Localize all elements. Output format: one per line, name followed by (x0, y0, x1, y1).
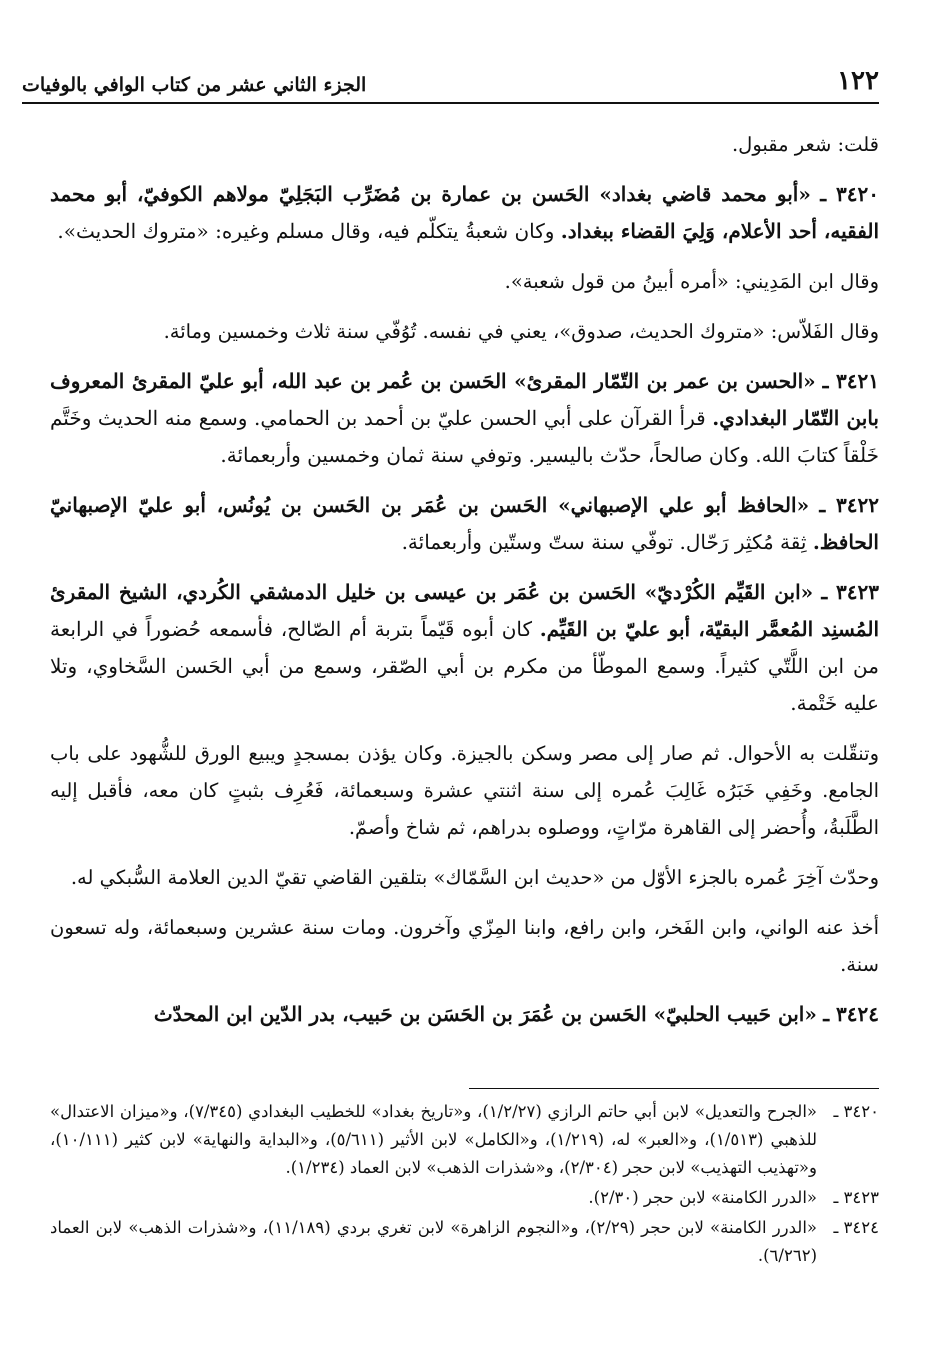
entry-heading: «الحافظ أبو علي الإصبهاني» الحَسن بن عُمَر بن الحَسن بن يُونُس، أبو عليّ الإصبهانيّ الحافظ. (50, 493, 879, 554)
entry-number: ٣٤٢٤ ـ (823, 1002, 879, 1026)
running-title: الجزء الثاني عشر من كتاب الوافي بالوفيات (22, 74, 367, 96)
entry-heading: «أبو محمد قاضي بغداد» الحَسن بن عمارة بن مُضَرِّب البَجَلِيّ مولاهم الكوفيّ، أبو محمد الفقيه، أحد الأعلام، وَلِيَ القضاء ببغداد. (50, 182, 879, 243)
footnote-text: «الدرر الكامنة» لابن حجر (٢/٣٠). (588, 1188, 817, 1207)
entry-text: ثِقة مُكثِر رَحّال. توفّي سنة ستّ وستّين وأربعمائة. (401, 530, 813, 554)
footnote-text: «الجرح والتعديل» لابن أبي حاتم الرازي (١/٢/٢٧)، و«تاريخ بغداد» للخطيب البغدادي (٧/٣٤٥)، و«ميزان الاعتدال» للذهبي (١/٥١٣)، و«العبر» له، (١/٢١٩)، و«الكامل» لابن الأثير (٥/٦١١)، و«البداية والنهاية» لابن كثير (١٠/١١١)، و«تهذيب التهذيب» لابن حجر (٢/٣٠٤)، و«شذرات الذهب» لابن العماد (١/٢٣٤). (50, 1102, 818, 1177)
paragraph: وتنقّلت به الأحوال. ثم صار إلى مصر وسكن بالجيزة. وكان يؤذن بمسجدٍ ويبيع الورق للشُّهود على باب الجامع. وخَفِي خَبَرُه غَالِبَ عُمره إلى سنة اثنتي عشرة وسبعمائة، فَعُرِف بثبتٍ كان معه، فأقبل إليه الطَّلَبةُ، وأُحضر إلى القاهرة مرّاتٍ، ووصلوه بدراهم، ثم شاخ وأصمّ. (50, 742, 879, 839)
entry-number: ٣٤٢٣ ـ (821, 580, 880, 604)
entry-number: ٣٤٢٠ ـ (820, 182, 880, 206)
entry-heading: «الحسن بن عمر بن التّمّار المقرئ» الحَسن بن عُمر بن عبد الله، أبو عليّ المقرئ المعروف بابن التّمّار البغدادي. (50, 369, 879, 430)
entry-heading: «ابن حَبيب الحلبيّ» الحَسن بن عُمَرَ بن الحَسَن بن حَبيب، بدر الدّين ابن المحدّث (153, 1002, 817, 1026)
footnote-divider (469, 1088, 879, 1089)
paragraph: وقال ابن المَدِيني: «أمره أبينُ من قول شعبة». (504, 270, 879, 293)
footnotes (50, 1098, 879, 1272)
entry-text: وكان شعبةُ يتكلّم فيه، وقال مسلم وغيره: «متروك الحديث». (57, 219, 561, 243)
paragraph: وحدّث آخِرَ عُمره بالجزء الأوّل من «حديث ابن السَّمّاك» بتلقين القاضي تقيّ الدين العلامة السُّبكي له. (70, 866, 879, 889)
entry-3420 (50, 176, 879, 250)
paragraph: قلت: شعر مقبول. (731, 133, 879, 156)
main-text (50, 126, 879, 1046)
footnote-number: ٣٤٢٤ ـ (833, 1218, 879, 1237)
entry-3421 (50, 363, 879, 474)
entry-3424 (50, 996, 879, 1033)
entry-number: ٣٤٢٢ ـ (819, 493, 879, 517)
paragraph: أخذ عنه الواني، وابن الفَخر، وابن رافع، وابنا المِزّي وآخرون. ومات سنة عشرين وسبعمائة، وله تسعون سنة. (50, 916, 879, 976)
paragraph: وقال الفَلاّس: «متروك الحديث، صدوق»، يعني في نفسه. تُوُفّي سنة ثلاث وخمسين ومائة. (163, 320, 879, 343)
entry-3423 (50, 574, 879, 722)
entry-text: كان أبوه قَيّماً بتربة أم الصّالح، فأسمعه حُضوراً في الرابعة من ابن اللَّتّي كثيراً. وسمع الموطّأ من مكرم بن أبي الصّقر، وسمع من أبي الحَسن السَّخاوي، وتلا عليه خَتْمة. (50, 617, 879, 715)
entry-heading: «ابن القَيِّم الكُرْديّ» الحَسن بن عُمَر بن عيسى بن خليل الدمشقي الكُردي، الشيخ المقرئ المُسنِد المُعمَّر البقيّة، أبو عليّ بن القَيِّم. (50, 580, 879, 641)
page-number: ١٢٢ (837, 66, 879, 96)
footnote-3424 (50, 1214, 879, 1270)
footnote-3420 (50, 1098, 879, 1182)
footnote-number: ٣٤٢٠ ـ (833, 1102, 879, 1121)
footnote-text: «الدرر الكامنة» لابن حجر (٢/٢٩)، و«النجوم الزاهرة» لابن تغري بردي (١١/١٨٩)، و«شذرات الذهب» لابن العماد (٦/٢٦٢). (50, 1218, 817, 1265)
footnote-3423 (50, 1184, 879, 1212)
footnote-number: ٣٤٢٣ ـ (833, 1188, 879, 1207)
entry-number: ٣٤٢١ ـ (822, 369, 879, 393)
entry-3422 (50, 487, 879, 561)
page-header (22, 58, 879, 104)
entry-text: قرأ القرآن على أبي الحسن عليّ بن أحمد بن الحمامي. وسمع منه الحديث وخَتَّم خَلْقاً كتابَ الله. وكان صالحاً، حدّث باليسير. وتوفي سنة ثمان وخمسين وأربعمائة. (50, 406, 879, 467)
